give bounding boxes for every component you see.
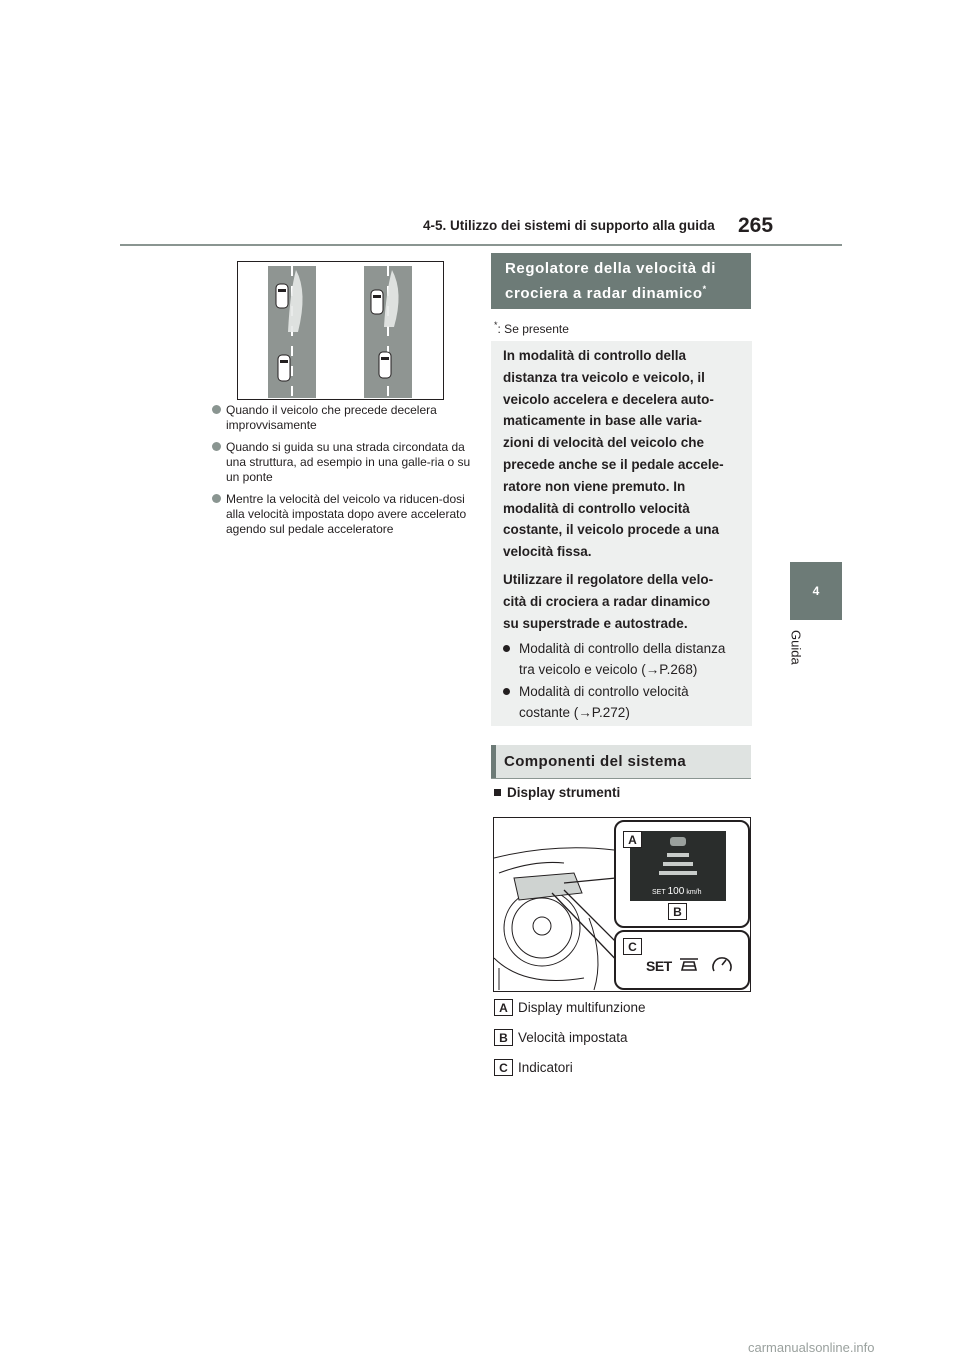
bullet-icon: [212, 442, 221, 451]
list-item: Quando si guida su una strada circondata da una struttura, ad esempio in una galle-ria o su un ponte: [210, 440, 472, 485]
set-indicator: SET: [646, 958, 672, 974]
conditions-list: [210, 403, 472, 544]
bullet-icon: [212, 405, 221, 414]
footnote: *: Se presente: [494, 320, 569, 336]
page-number: 265: [738, 214, 774, 237]
heading-divider: [491, 778, 751, 779]
square-bullet-icon: [494, 789, 501, 796]
heading-components: Componenti del sistema: [491, 745, 751, 778]
road-illustration: [237, 261, 444, 400]
legend-letter: C: [494, 1059, 513, 1076]
chapter-tab: 4: [790, 562, 842, 620]
subheading-display: Display strumenti: [494, 785, 620, 800]
mode-item-constant: Modalità di controllo velocità costante (→P.272): [503, 682, 743, 723]
lanes-drawing: [238, 262, 443, 399]
speedometer-icon: [711, 954, 733, 974]
heading-radar-cruise: Regolatore della velocità di crociera a radar dinamico*: [491, 253, 751, 309]
callout-a: A: [623, 831, 642, 848]
bullet-icon: [503, 645, 510, 652]
legend-item-c: [494, 1059, 573, 1076]
instrument-figure: [493, 817, 751, 992]
legend-letter: A: [494, 999, 513, 1016]
mode-item-distance: Modalità di controllo della distanza tra veicolo e veicolo (→P.268): [503, 639, 743, 680]
distance-control-icon: [678, 954, 700, 974]
legend-letter: B: [494, 1029, 513, 1046]
usage-paragraph: Utilizzare il regolatore della velo- cità di crociera a radar dinamico su superstrade e autostrade.: [503, 572, 714, 631]
legend-text: Velocità impostata: [518, 1030, 628, 1045]
legend-item-a: [494, 999, 646, 1016]
callout-c: C: [623, 938, 642, 955]
callout-b: B: [668, 903, 687, 920]
info-box: [491, 341, 752, 726]
set-speed-readout: SET 100 km/h: [652, 886, 702, 897]
legend-text: Indicatori: [518, 1060, 573, 1075]
list-item: Mentre la velocità del veicolo va riducen-dosi alla velocità impostata dopo avere accelerato agendo sul pedale acceleratore: [210, 492, 472, 537]
watermark[interactable]: carmanualsonline.info: [748, 1340, 875, 1355]
header-divider: [120, 244, 842, 246]
chapter-label: Guida: [788, 630, 804, 665]
legend-text: Display multifunzione: [518, 1000, 646, 1015]
multi-info-display: [630, 831, 726, 901]
list-item: Quando il veicolo che precede decelera improvvisamente: [210, 403, 472, 433]
info-paragraph: In modalità di controllo della distanza tra veicolo e veicolo, il veicolo accelera e decelera auto- maticamente in base alle varia- zioni di velocità del veicolo che precede anche se il pedale accele- ratore non viene premuto. In modalità di controllo velocità costante, il veicolo procede a una velocità fissa.: [503, 348, 724, 560]
bullet-icon: [503, 688, 510, 695]
bullet-icon: [212, 494, 221, 503]
legend-item-b: [494, 1029, 628, 1046]
section-title: 4-5. Utilizzo dei sistemi di supporto alla guida: [423, 218, 715, 233]
